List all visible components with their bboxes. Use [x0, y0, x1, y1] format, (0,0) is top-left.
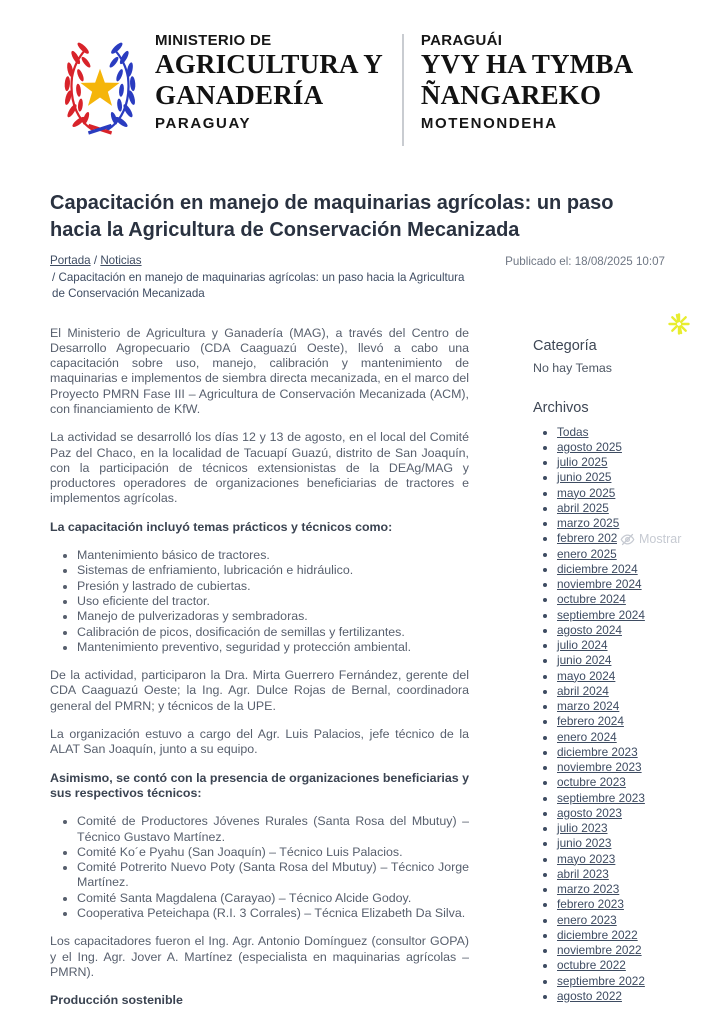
published-date: Publicado el: 18/08/2025 10:07: [505, 253, 665, 268]
archive-link[interactable]: abril 2023: [557, 867, 609, 881]
page-title: Capacitación en manejo de maquinarias agrícolas: un paso hacia la Agricultura de Conservación Mecanizada: [50, 190, 662, 244]
archive-item: [557, 486, 707, 501]
archive-item: [557, 547, 707, 562]
archive-item: [557, 608, 707, 623]
guarani-name-line2: ÑANGAREKO: [421, 80, 633, 111]
paragraph: El Ministerio de Agricultura y Ganadería (MAG), a través del Centro de Desarrollo Agropecuario (CDA Caaguazú Oeste), llevó a cabo una capacitación sobre uso, manejo, calibración y mantenimiento de maquinarias e implementos de siembra directa mecanizada, en el marco del Proyecto PMRN Fase III – Agricultura de Conservación Mecanizada (ACM), con financiamiento de KfW.: [50, 326, 469, 418]
archive-item: [557, 425, 707, 440]
topic-item: • Sistemas de enfriamiento, lubricación e hidráulico.: [77, 563, 469, 578]
breadcrumb-portada-link[interactable]: Portada: [50, 254, 91, 267]
paragraph: La actividad se desarrolló los días 12 y 13 de agosto, en el local del Comité Paz del Chaco, en la localidad de Tacuapí Guazú, distrito de San Joaquín, con la participación de técnicos extensionistas de la DEAg/MAG y productores operadores de organizaciones beneficiarias de tractores e implementos agrícolas.: [50, 430, 469, 506]
logo-text-left: [155, 30, 383, 132]
archive-item: [557, 501, 707, 516]
article-body: [50, 326, 469, 1021]
archive-item: [557, 745, 707, 760]
sidebar: [533, 326, 707, 1021]
archive-link[interactable]: junio 2025: [557, 470, 611, 484]
archive-item: [557, 974, 707, 989]
topic-item: • Uso eficiente del tractor.: [77, 594, 469, 609]
archive-item: [557, 516, 707, 531]
archive-item: [557, 699, 707, 714]
archive-link[interactable]: octubre 2024: [557, 592, 626, 606]
ministry-name-line2: GANADERÍA: [155, 80, 383, 111]
archive-link[interactable]: marzo 2025: [557, 516, 619, 530]
ministry-pretitle: MINISTERIO DE: [155, 32, 383, 49]
archive-link[interactable]: Todas: [557, 425, 588, 439]
organization-item: • Comité Santa Magdalena (Carayao) – Técnico Alcide Godoy.: [77, 891, 469, 906]
archive-item: [557, 852, 707, 867]
archives-section: [533, 425, 707, 1005]
topic-item: • Presión y lastrado de cubiertas.: [77, 579, 469, 594]
archive-item: [557, 562, 707, 577]
topic-item: • Manejo de pulverizadoras y sembradoras.: [77, 609, 469, 624]
accessibility-asterisk-icon[interactable]: [667, 312, 691, 336]
organization-item: • Comité de Productores Jóvenes Rurales (Santa Rosa del Mbutuy) – Técnico Gustavo Martínez.: [77, 814, 469, 845]
archive-link[interactable]: julio 2025: [557, 455, 608, 469]
archive-link[interactable]: octubre 2022: [557, 958, 626, 972]
topic-item: • Mantenimiento básico de tractores.: [77, 548, 469, 563]
eye-off-icon: [620, 532, 635, 547]
topics-list: [50, 548, 469, 655]
archive-link[interactable]: mayo 2025: [557, 486, 615, 500]
archive-link[interactable]: diciembre 2024: [557, 562, 638, 576]
archive-item: [557, 577, 707, 592]
archive-link[interactable]: febrero 2023: [557, 897, 624, 911]
mostrar-label: Mostrar: [639, 532, 681, 546]
breadcrumb-current: / Capacitación en manejo de maquinarias agrícolas: un paso hacia la Agricultura de Conservación Mecanizada: [50, 270, 476, 303]
organization-item: • Cooperativa Peteichapa (R.I. 3 Corrales) – Técnica Elizabeth Da Silva.: [77, 906, 469, 921]
paraguay-emblem-logo: [58, 30, 142, 142]
archive-item: [557, 821, 707, 836]
archive-link[interactable]: enero 2024: [557, 730, 617, 744]
guarani-subtitle: MOTENONDEHA: [421, 115, 633, 132]
archive-item: [557, 836, 707, 851]
archive-item: [557, 791, 707, 806]
archive-link[interactable]: marzo 2024: [557, 699, 619, 713]
archive-link[interactable]: agosto 2025: [557, 440, 622, 454]
organizations-list: [50, 814, 469, 921]
archive-link[interactable]: septiembre 2024: [557, 608, 645, 622]
page-content: [0, 158, 707, 1021]
archive-item: [557, 730, 707, 745]
archives-list: [533, 425, 707, 1005]
category-heading: Categoría: [533, 338, 707, 354]
ministry-country: PARAGUAY: [155, 115, 383, 132]
ministry-name-line1: AGRICULTURA Y: [155, 49, 383, 80]
topic-item: • Calibración de picos, dosificación de semillas y fertilizantes.: [77, 625, 469, 640]
guarani-name-line1: YVY HA TYMBA: [421, 49, 633, 80]
article-meta: [50, 253, 665, 303]
archive-item: [557, 897, 707, 912]
archive-item: [557, 440, 707, 455]
archive-link[interactable]: abril 2025: [557, 501, 609, 515]
closing-heading: Producción sostenible: [50, 993, 469, 1008]
breadcrumb-separator: /: [94, 254, 97, 267]
archive-link[interactable]: marzo 2023: [557, 882, 619, 896]
archive-item: [557, 669, 707, 684]
archive-item: [557, 592, 707, 607]
archive-link[interactable]: agosto 2022: [557, 989, 622, 1003]
organization-item: • Comité Ko´e Pyahu (San Joaquín) – Técnico Luis Palacios.: [77, 845, 469, 860]
archive-link[interactable]: diciembre 2023: [557, 745, 638, 759]
archive-item: [557, 806, 707, 821]
archive-item: [557, 760, 707, 775]
archive-link[interactable]: agosto 2024: [557, 623, 622, 637]
archive-item: [557, 653, 707, 668]
archive-item: [557, 455, 707, 470]
paragraph: De la actividad, participaron la Dra. Mirta Guerrero Fernández, gerente del CDA Caaguazú Oeste; la Ing. Agr. Dulce Rojas de Bernal, coordinadora general del PMRN; y técnicos de la UPE.: [50, 668, 469, 714]
archive-link[interactable]: diciembre 2022: [557, 928, 638, 942]
archive-link[interactable]: septiembre 2023: [557, 791, 645, 805]
archive-link[interactable]: febrero 202: [557, 531, 617, 545]
logo-divider: [402, 34, 404, 146]
archive-link[interactable]: enero 2023: [557, 913, 617, 927]
archive-link[interactable]: febrero 2024: [557, 714, 624, 728]
archive-link[interactable]: agosto 2023: [557, 806, 622, 820]
breadcrumb: [50, 253, 476, 303]
archive-item: [557, 714, 707, 729]
archive-link[interactable]: julio 2023: [557, 821, 608, 835]
mostrar-overlay-button[interactable]: [617, 532, 684, 547]
archive-link[interactable]: mayo 2024: [557, 669, 615, 683]
archives-heading: Archivos: [533, 400, 707, 416]
star-icon: [80, 69, 119, 106]
logo-text-right: [421, 30, 633, 132]
archive-link[interactable]: mayo 2023: [557, 852, 615, 866]
breadcrumb-separator: /: [52, 271, 55, 284]
intro-paragraphs: [50, 326, 469, 507]
archive-item: [557, 943, 707, 958]
breadcrumb-noticias-link[interactable]: Noticias: [100, 254, 141, 267]
archive-item: [557, 913, 707, 928]
archive-item: [557, 638, 707, 653]
archive-item: [557, 867, 707, 882]
archive-link[interactable]: octubre 2023: [557, 775, 626, 789]
archive-item: [557, 470, 707, 485]
archive-link[interactable]: noviembre 2022: [557, 943, 642, 957]
closing-paragraph: Los capacitadores fueron el Ing. Agr. Antonio Domínguez (consultor GOPA) y el Ing. Agr. Jover A. Martínez (especialista en maquinarias agrícolas – PMRN).: [50, 934, 469, 980]
category-empty-text: No hay Temas: [533, 361, 707, 375]
archive-link[interactable]: julio 2024: [557, 638, 608, 652]
mid-paragraphs: [50, 668, 469, 757]
archive-link[interactable]: noviembre 2024: [557, 577, 642, 591]
archive-item: [557, 882, 707, 897]
site-header: [0, 0, 707, 158]
archive-link[interactable]: noviembre 2023: [557, 760, 642, 774]
archive-item: [557, 958, 707, 973]
archive-link[interactable]: junio 2023: [557, 836, 611, 850]
topic-item: • Mantenimiento preventivo, seguridad y protección ambiental.: [77, 640, 469, 655]
topics-heading: La capacitación incluyó temas prácticos y técnicos como:: [50, 520, 469, 535]
archive-item: [557, 684, 707, 699]
organization-item: • Comité Potrerito Nuevo Poty (Santa Rosa del Mbutuy) – Técnico Jorge Martínez.: [77, 860, 469, 891]
organizations-heading: Asimismo, se contó con la presencia de organizaciones beneficiarias y sus respectivos técnicos:: [50, 771, 469, 802]
guarani-pretitle: PARAGUÁI: [421, 32, 633, 49]
archive-item: [557, 989, 707, 1004]
archive-link[interactable]: enero 2025: [557, 547, 617, 561]
archive-item: [557, 928, 707, 943]
archive-item: [557, 623, 707, 638]
archive-link[interactable]: abril 2024: [557, 684, 609, 698]
archive-item: [557, 775, 707, 790]
paragraph: La organización estuvo a cargo del Agr. Luis Palacios, jefe técnico de la ALAT San Joaquín, junto a su equipo.: [50, 727, 469, 758]
archive-link[interactable]: septiembre 2022: [557, 974, 645, 988]
archive-link[interactable]: junio 2024: [557, 653, 611, 667]
